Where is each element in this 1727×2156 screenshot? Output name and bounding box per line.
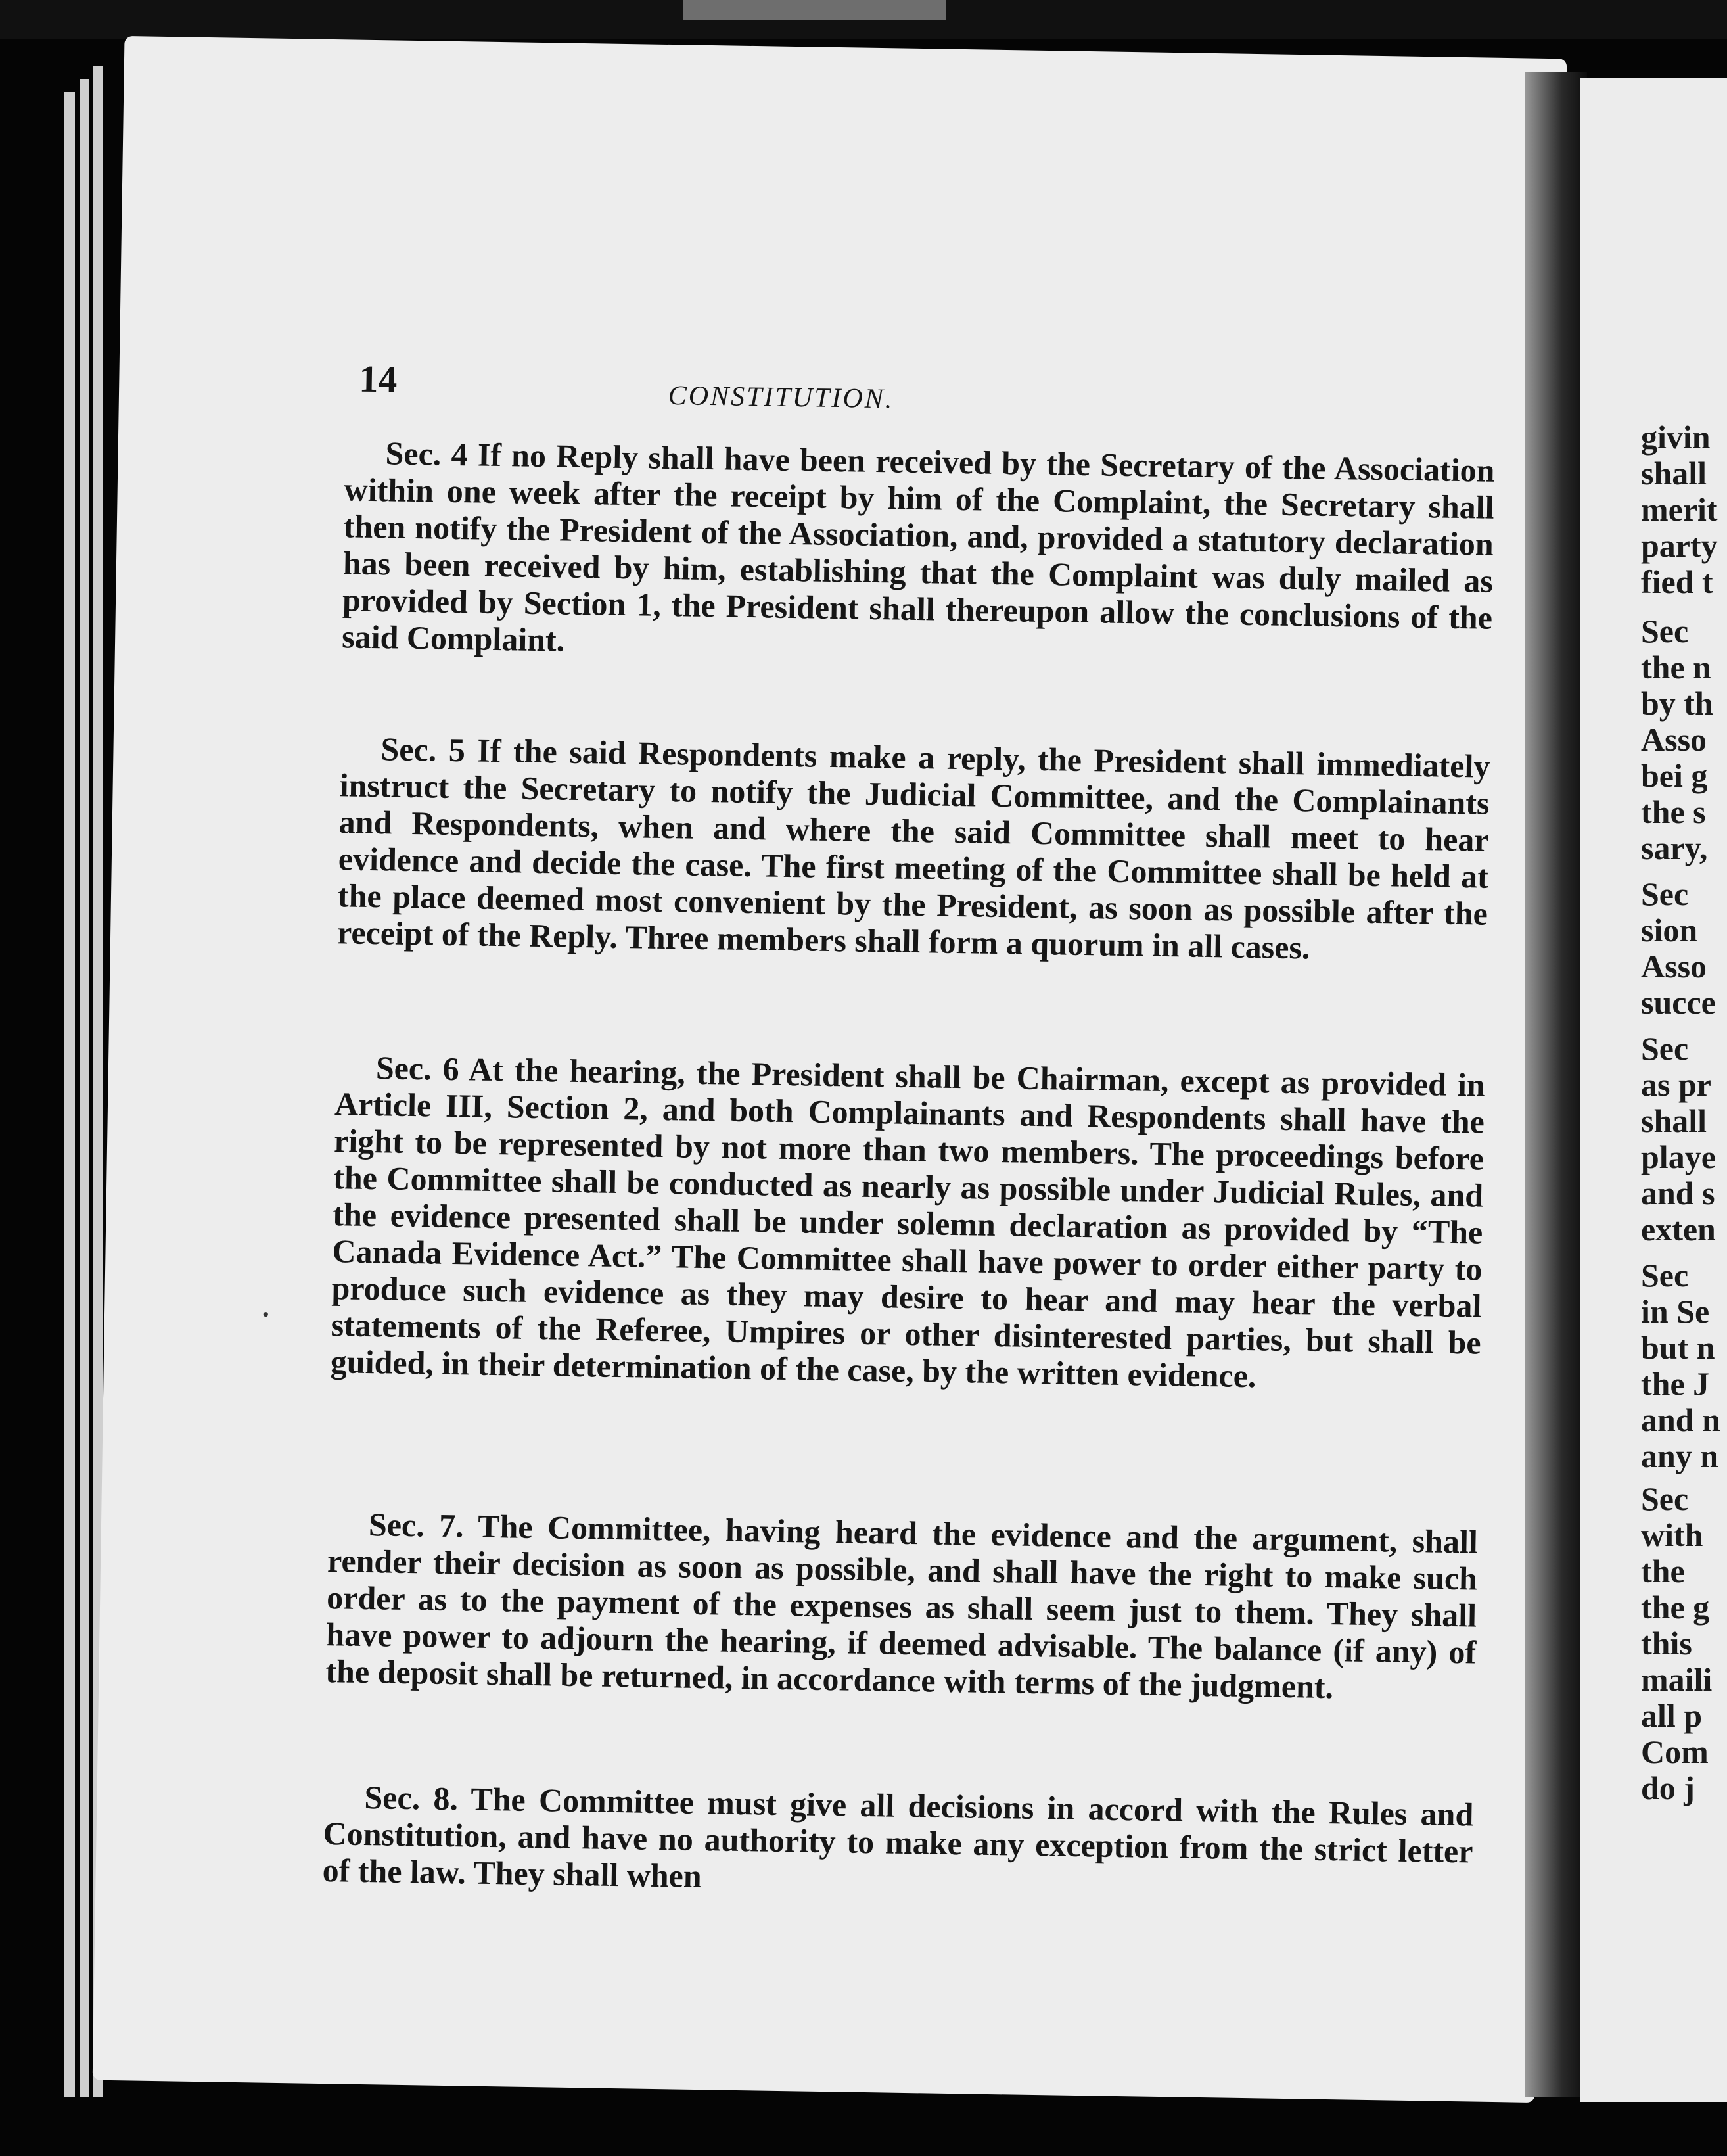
right-page-line: do j: [1641, 1769, 1695, 1806]
right-page-line: the s: [1641, 793, 1706, 830]
right-page-line: Com: [1641, 1733, 1709, 1770]
right-page-fragment: [1580, 78, 1727, 2102]
right-page-line: any n: [1641, 1438, 1719, 1474]
section-8-text: Sec. 8. The Committee must give all decisions in accord with the Rules and Constitution, and have no authority to make any exception from the strict letter of the law. They shall when: [322, 1779, 1474, 1895]
book-gutter: [1525, 72, 1587, 2097]
right-page-line: merit: [1641, 491, 1718, 528]
section-4-text: Sec. 4 If no Reply shall have been received by the Secretary of the Association within one week after the receipt by him of the Complaint, the Secretary shall then notify the President of the Association, and, provided a statutory declaration has been received by him, establishing that the Complaint was duly mailed as provided by Section 1, the President shall thereupon allow the conclusions of the said Complaint.: [341, 434, 1495, 659]
right-page-line: as pr: [1641, 1066, 1711, 1103]
right-page-line: maili: [1641, 1661, 1713, 1698]
right-page-line: and n: [1641, 1401, 1720, 1438]
section-7-text: Sec. 7. The Committee, having heard the evidence and the argument, shall render their decision as soon as possible, and shall have the right to make such order as to the payment of the expenses as shall seem just to them. They shall have power to adjourn the hearing, if deemed advisable. The balance (if any) of the deposit shall be returned, in accordance with terms of the judgment.: [325, 1506, 1479, 1706]
right-page-line: the n: [1641, 649, 1711, 686]
section-5: [337, 730, 1490, 968]
right-page-line: by th: [1641, 685, 1713, 722]
right-page-line: all p: [1641, 1697, 1703, 1734]
section-6-text: Sec. 6 At the hearing, the President shall be Chairman, except as provided in Article III, Section 2, and both Complainants and Respondents shall have the right to be represented by not more than two members. The proceedings before the Committee shall be conducted as nearly as possible under Judicial Rules, and the evidence presented shall be under solemn declaration as provided by “The Canada Evidence Act.” The Committee shall have power to order either party to produce such evidence as they may desire to hear and may hear the verbal statements of the Referee, Umpires or other disinterested parties, but shall be guided, in their determination of the case, by the written evidence.: [330, 1049, 1486, 1395]
right-page-line: the: [1641, 1553, 1685, 1589]
running-head: CONSTITUTION.: [668, 381, 894, 415]
right-page-line: bei g: [1641, 757, 1708, 794]
right-page-line: and s: [1641, 1175, 1715, 1211]
right-page-line: succe: [1641, 984, 1716, 1021]
right-page-line: givin: [1641, 419, 1711, 456]
section-5-text: Sec. 5 If the said Respondents make a reply, the President shall immediately instruct the Secretary to notify the Judicial Committee, and the Complainants and Respondents, when and where the said Committee shall meet to hear evidence and decide the case. The first meeting of the Committee shall be held at the place deemed most convenient by the President, as soon as possible after the receipt of the Reply. Three members shall form a quorum in all cases.: [336, 730, 1490, 966]
right-page-line: the J: [1641, 1365, 1710, 1402]
right-page-line: fied t: [1641, 563, 1713, 600]
right-page-line: Sec: [1641, 1257, 1689, 1294]
left-page: [93, 36, 1567, 2103]
right-page-line: Asso: [1641, 721, 1707, 758]
right-page-line: sion: [1641, 912, 1698, 949]
right-page-line: in Se: [1641, 1293, 1710, 1330]
right-page-line: party: [1641, 527, 1718, 564]
right-page-line: Sec: [1641, 876, 1689, 912]
right-page-line: exten: [1641, 1211, 1716, 1248]
right-page-line: this: [1641, 1625, 1692, 1662]
section-7: [325, 1505, 1478, 1707]
right-page-line: with: [1641, 1516, 1703, 1553]
section-8: [322, 1778, 1473, 1906]
section-4: [342, 434, 1495, 672]
page-number: 14: [358, 357, 398, 401]
right-page-line: playe: [1641, 1138, 1716, 1175]
right-page-line: Sec: [1641, 1480, 1689, 1517]
right-page-line: but n: [1641, 1329, 1715, 1366]
right-page-line: shall: [1641, 1102, 1707, 1139]
section-6: [330, 1048, 1485, 1397]
right-page-line: Sec: [1641, 1030, 1689, 1067]
margin-speck: •: [262, 1303, 269, 1326]
right-page-line: Sec: [1641, 613, 1689, 649]
right-page-line: Asso: [1641, 948, 1707, 985]
right-page-line: the g: [1641, 1589, 1710, 1626]
right-page-line: shall: [1641, 455, 1707, 492]
right-page-line: sary,: [1641, 830, 1708, 866]
scan-top-strip: [683, 0, 946, 20]
